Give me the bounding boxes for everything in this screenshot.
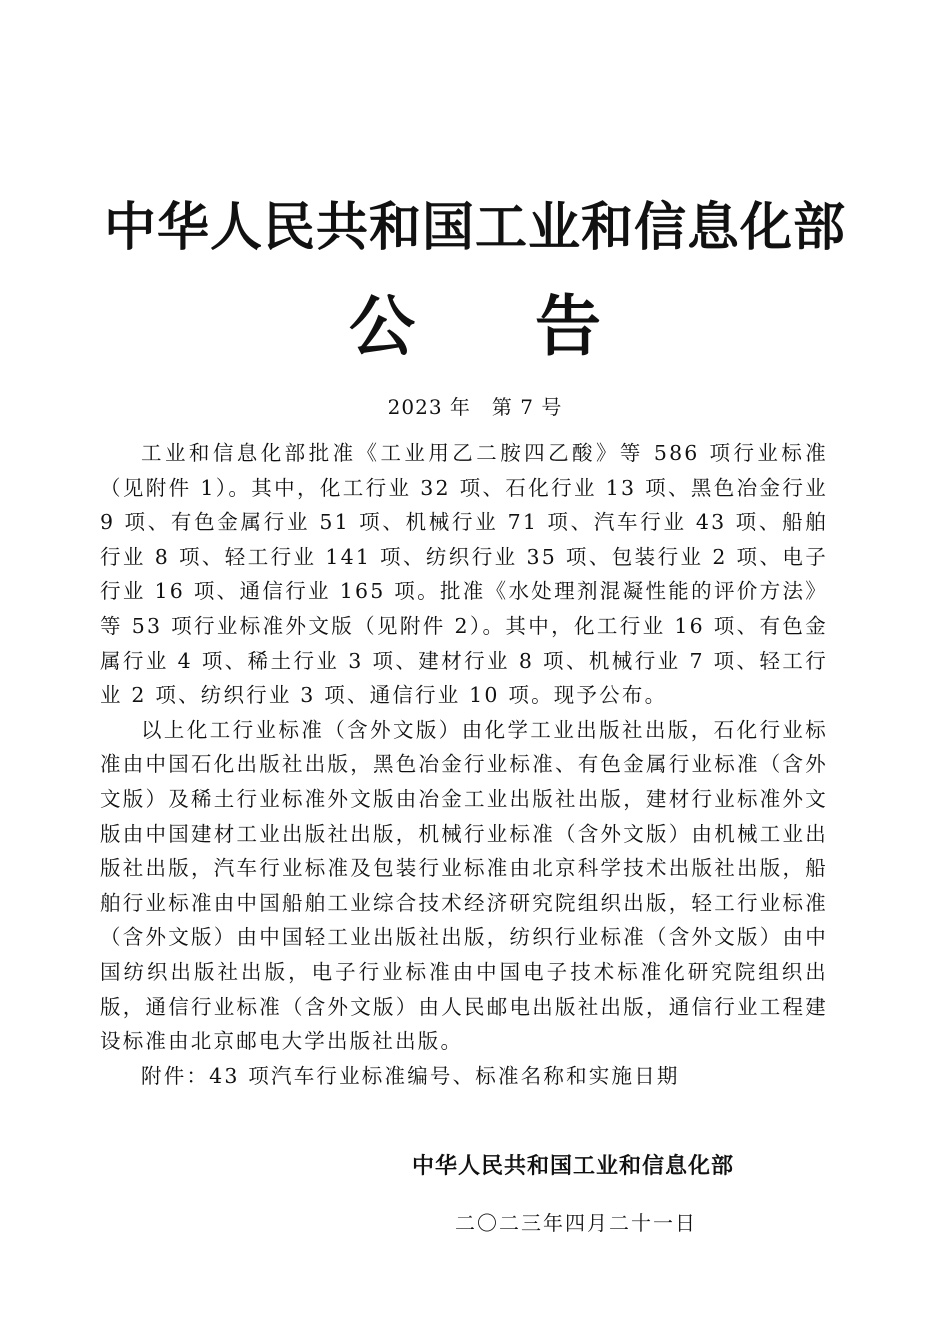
issuer-title: 中华人民共和国工业和信息化部: [103, 198, 846, 258]
paragraph-attachment: 附件：43 项汽车行业标准编号、标准名称和实施日期: [141, 1063, 680, 1088]
paragraph-publishers: 以上化工行业标准（含外文版）由化学工业出版社出版，石化行业标准由中国石化出版社出版，黑色冶金行业标准、有色金属行业标准（含外文版）及稀土行业标准外文版由冶金工业出版社出版，建材行业标准外文版由中国建材工业出版社出版，机械行业标准（含外文版）由机械工业出版社出版，汽车行业标准及包装行业标准由北京科学技术出版社出版，船舶行业标准由中国船舶工业综合技术经济研究院组织出版，轻工行业标准（含外文版）由中国轻工业出版社出版，纺织行业标准（含外文版）由中国纺织出版社出版，电子行业标准由中国电子技术标准化研究院组织出版，通信行业标准（含外文版）由人民邮电出版社出版，通信行业工程建设标准由北京邮电大学出版社出版。: [100, 717, 828, 1054]
issue-date: 二〇二三年四月二十一日: [455, 1211, 697, 1235]
document-number: 2023 年 第 7 号: [387, 395, 563, 419]
paragraph-approval: 工业和信息化部批准《工业用乙二胺四乙酸》等 586 项行业标准（见附件 1）。其中，化工行业 32 项、石化行业 13 项、黑色冶金行业 9 项、有色金属行业 51 项、机械行业 71 项、汽车行业 43 项、船舶行业 8 项、轻工行业 141 项、纺织行业 35 项、包装行业 2 项、电子行业 16 项、通信行业 165 项。批准《水处理剂混凝性能的评价方法》等 53 项行业标准外文版（见附件 2）。其中，化工行业 16 项、有色金属行业 4 项、稀土行业 3 项、建材行业 8 项、机械行业 7 项、轻工行业 2 项、纺织行业 3 项、通信行业 10 项。现予公布。: [100, 441, 828, 708]
document-type: 公告: [349, 288, 721, 365]
announcement-body: [100, 436, 828, 1093]
signature: 中华人民共和国工业和信息化部: [412, 1154, 735, 1179]
